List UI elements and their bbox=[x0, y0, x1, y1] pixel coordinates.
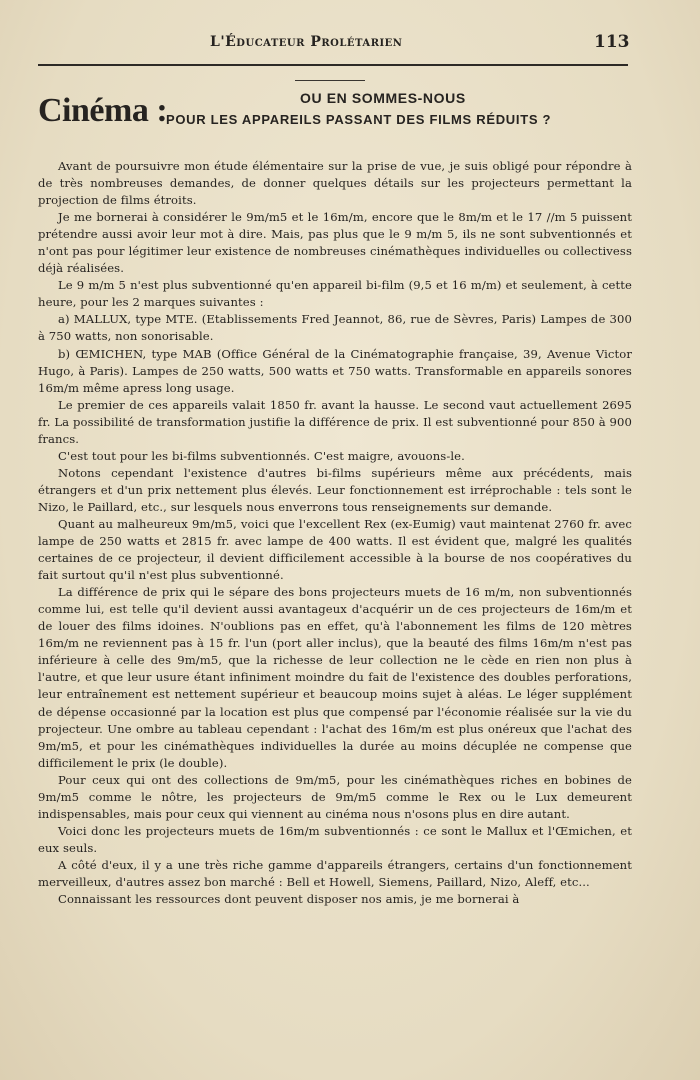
paragraph: Voici donc les projecteurs muets de 16m/m subventionnés : ce sont le Mallux et l'Œmichen, et eux seuls. bbox=[38, 823, 632, 855]
header-rule bbox=[38, 64, 628, 66]
paragraph: Quant au malheureux 9m/m5, voici que l'excellent Rex (ex-Eumig) vaut maintenat 2760 fr. avec lampe de 250 watts et 2815 fr. avec lampe de 400 watts. Il est évident que, malgré les qualités certaines de ce projecteur, il devient difficilement accessible à la bourse de nos coopératives du fait surtout qu'il n'est plus subventionné. bbox=[38, 516, 632, 583]
article-subtitle-line-2: POUR LES APPAREILS PASSANT DES FILMS RÉDUITS ? bbox=[166, 112, 552, 127]
paragraph: La différence de prix qui le sépare des bons projecteurs muets de 16 m/m, non subventionnés comme lui, est telle qu'il devient aussi avantageux d'acquérir un de ces projecteurs de 16m/m et de louer des films idoines. N'oublions pas en effet, qu'à l'abonnement les films de 120 mètres 16m/m ne reviennent pas à 15 fr. l'un (port aller inclus), que la beauté des films 16m/m n'est pas inférieure à celle des 9m/m5, que la richesse de leur collection ne le cède en rien non plus à l'autre, et que leur usure étant infiniment moindre du fait de l'existence des doubles perforations, leur entraînement est nettement supérieur et beaucoup moins sujet à aléas. Le léger supplément de dépense occasionné par la location est plus que compensé par l'économie réalisée sur la vie du projecteur. Une ombre au tableau cependant : l'achat des 16m/m est plus onéreux que l'achat des 9m/m5, et pour les cinémathèques individuelles la durée au moins décuplée ne compense que difficilement le prix (le double). bbox=[38, 585, 632, 770]
paragraph: Avant de poursuivre mon étude élémentaire sur la prise de vue, je suis obligé pour répondre à de très nombreuses demandes, de donner quelques détails sur les projecteurs permettant la projection de films étroits. bbox=[38, 159, 632, 208]
paragraph: C'est tout pour les bi-films subventionnés. C'est maigre, avouons-le. bbox=[58, 448, 465, 463]
page-number: 113 bbox=[594, 32, 630, 52]
paragraph: A côté d'eux, il y a une très riche gamme d'appareils étrangers, certains d'un fonctionnement merveilleux, d'autres assez bon marché : Bell et Howell, Siemens, Paillard, Nizo, Aleff, etc... bbox=[38, 857, 632, 889]
paragraph: Pour ceux qui ont des collections de 9m/m5, pour les cinémathèques riches en bobines de 9m/m5 comme le nôtre, les projecteurs de 9m/m5 comme le Rex ou le Lux demeurent indispensables, mais pour ceux qui viennent au cinéma nous n'osons plus en dire autant. bbox=[38, 772, 632, 821]
running-title: L'Éducateur Prolétarien bbox=[210, 34, 403, 50]
paragraph: Le 9 m/m 5 n'est plus subventionné qu'en appareil bi-film (9,5 et 16 m/m) et seulement, à cette heure, pour les 2 marques suivantes : bbox=[38, 278, 632, 310]
paragraph: Le premier de ces appareils valait 1850 fr. avant la hausse. Le second vaut actuellement 2695 fr. La possibilité de transformation justifie la différence de prix. Il est subventionné pour 850 à 900 francs. bbox=[38, 397, 632, 446]
paragraph: Connaissant les ressources dont peuvent disposer nos amis, je me bornerai à bbox=[58, 892, 520, 907]
list-item: a) MALLUX, type MTE. (Etablissements Fred Jeannot, 86, rue de Sèvres, Paris) Lampes de 300 à 750 watts, non sonorisable. bbox=[38, 312, 632, 344]
article-subtitle-line-1: OU EN SOMMES-NOUS bbox=[300, 90, 466, 106]
article-title: Cinéma : bbox=[38, 92, 168, 129]
list-item: b) ŒMICHEN, type MAB (Office Général de la Cinématographie française, 39, Avenue Victor Hugo, à Paris). Lampes de 250 watts, 500 watts et 750 watts. Transformable en appareils sonores 16m/m même apress long usage. bbox=[38, 346, 632, 395]
title-rule bbox=[295, 80, 365, 81]
article-body bbox=[38, 158, 632, 908]
paragraph: Notons cependant l'existence d'autres bi-films supérieurs même aux précédents, mais étrangers et d'un prix nettement plus élevés. Leur fonctionnement est irréprochable : tels sont le Nizo, le Paillard, etc., sur lesquels nous enverrons tous renseignements sur demande. bbox=[38, 465, 632, 514]
paragraph: Je me bornerai à considérer le 9m/m5 et le 16m/m, encore que le 8m/m et le 17 //m 5 puissent prétendre aussi avoir leur mot à dire. Mais, pas plus que le 9 m/m 5, ils ne sont subventionnés et n'ont pas pour légitimer leur existence de nombreuses cinémathèques individuelles ou collectivess déjà réalisées. bbox=[38, 210, 632, 276]
